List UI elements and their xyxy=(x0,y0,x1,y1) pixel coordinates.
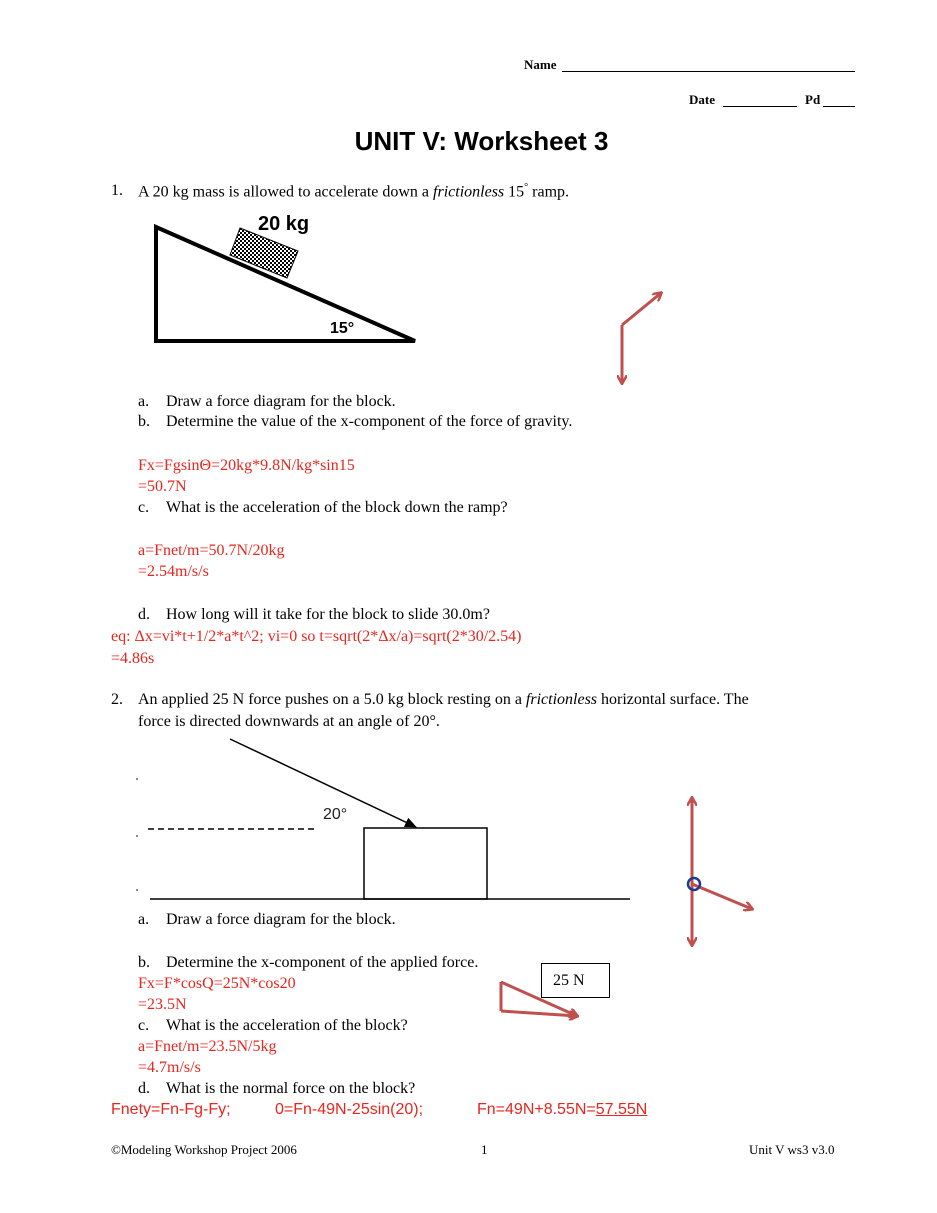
ramp-triangle xyxy=(156,227,415,341)
q1-normal-arrow xyxy=(622,293,661,325)
ramp-angle-label: 15° xyxy=(330,320,355,337)
q2a-letter: a. xyxy=(138,911,150,928)
q2d-text: What is the normal force on the block? xyxy=(166,1080,416,1097)
q2d-answer-part1: Fnety=Fn-Fg-Fy; xyxy=(111,1101,231,1118)
q1-text: A 20 kg mass is allowed to accelerate down a frictionless 15° ramp. xyxy=(138,182,570,201)
q1-number: 1. xyxy=(111,182,123,199)
q1d-text: How long will it take for the block to slide 30.0m? xyxy=(166,606,490,623)
q1d-answer-line1: eq: Δx=vi*t+1/2*a*t^2; vi=0 so t=sqrt(2*Δx/a)=sqrt(2*30/2.54) xyxy=(111,628,522,645)
q2c-text: What is the acceleration of the block? xyxy=(166,1017,408,1034)
q2-applied-arrow xyxy=(692,884,752,909)
q2b-answer-line1: Fx=F*cosQ=25N*cos20 xyxy=(138,975,296,992)
q2-number: 2. xyxy=(111,691,123,708)
q2c-answer-line2: =4.7m/s/s xyxy=(138,1059,201,1076)
q1c-answer-line1: a=Fnet/m=50.7N/20kg xyxy=(138,542,285,559)
q2c-letter: c. xyxy=(138,1017,150,1034)
q2b-text: Determine the x-component of the applied force. xyxy=(166,954,479,971)
q2-text-line2: force is directed downwards at an angle of 20°. xyxy=(138,713,440,730)
q2d-answer-part2: 0=Fn-49N-25sin(20); xyxy=(275,1101,424,1118)
q2d-letter: d. xyxy=(138,1080,150,1097)
q2b-letter: b. xyxy=(138,954,150,971)
q2c-answer-line1: a=Fnet/m=23.5N/5kg xyxy=(138,1038,277,1055)
footer-page-number: 1 xyxy=(481,1142,488,1157)
footer-version: Unit V ws3 v3.0 xyxy=(749,1142,835,1157)
q2-text-line1: An applied 25 N force pushes on a 5.0 kg block resting on a frictionless horizontal surface. The xyxy=(138,691,749,708)
q1c-text: What is the acceleration of the block down the ramp? xyxy=(166,499,508,516)
q1d-answer-line2: =4.86s xyxy=(111,650,155,667)
q1b-answer-line2: =50.7N xyxy=(138,478,187,495)
force-label-box xyxy=(541,963,610,998)
q1a-letter: a. xyxy=(138,393,150,410)
name-label: Name xyxy=(524,57,557,72)
force-label-text: 25 N xyxy=(553,972,585,989)
q1c-answer-line2: =2.54m/s/s xyxy=(138,563,209,580)
q2b-answer-line2: =23.5N xyxy=(138,996,187,1013)
q2-angle-label: 20° xyxy=(323,806,348,823)
q2-block xyxy=(364,828,487,899)
q1a-text: Draw a force diagram for the block. xyxy=(166,393,396,410)
q1-force-diagram xyxy=(622,293,661,383)
q1b-letter: b. xyxy=(138,413,150,430)
mass-label: 20 kg xyxy=(258,213,310,235)
q2d-final-answer: 57.55N xyxy=(595,1101,648,1118)
footer-copyright: ©Modeling Workshop Project 2006 xyxy=(111,1142,297,1157)
q2d-answer-part3: Fn=49N+8.55N=57.55N xyxy=(477,1101,648,1118)
q2-force-diagram xyxy=(688,798,752,945)
period-label: Pd xyxy=(805,92,821,107)
date-label: Date xyxy=(689,92,715,107)
q2-figure xyxy=(136,739,630,899)
q1c-letter: c. xyxy=(138,499,150,516)
q1d-letter: d. xyxy=(138,606,150,623)
q1b-answer-line1: Fx=FgsinΘ=20kg*9.8N/kg*sin15 xyxy=(138,457,355,474)
page-title: UNIT V: Worksheet 3 xyxy=(354,126,609,156)
q1b-text: Determine the value of the x-component of the force of gravity. xyxy=(166,413,573,430)
q2a-text: Draw a force diagram for the block. xyxy=(166,911,396,928)
